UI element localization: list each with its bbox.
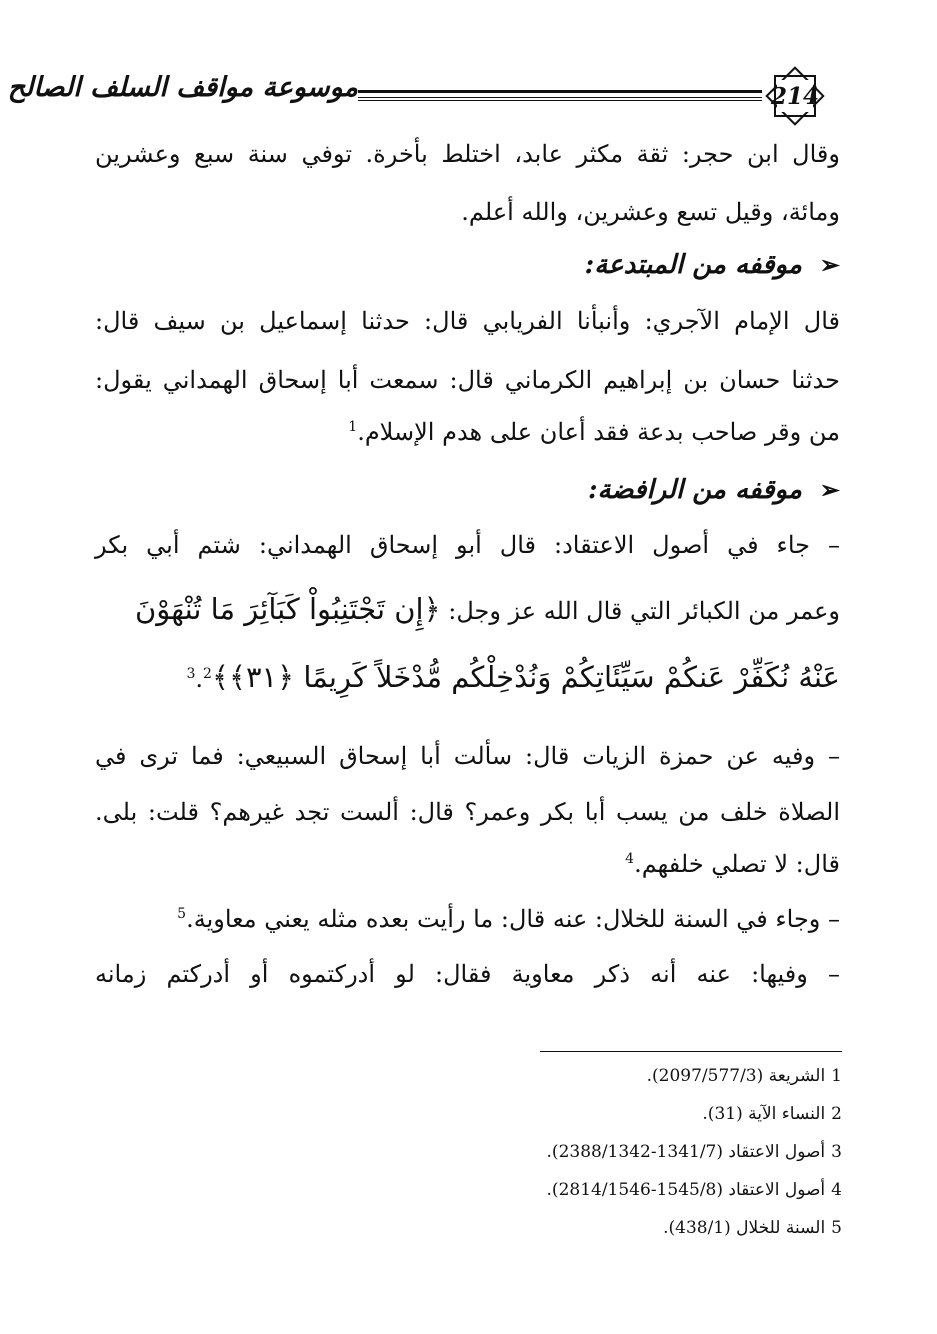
arrow-bullet-icon: ➢ [819,475,840,504]
text-line [95,418,840,446]
footnote-ref: 4 [625,851,635,867]
text-line: ومائة، وقيل تسع وعشرين، والله أعلم. [461,198,840,226]
footnote-source: السنة للخلال [736,1218,826,1238]
text-line [95,592,840,626]
footnote-number: 3 [831,1142,842,1162]
footnote-number: 1 [831,1066,842,1086]
section-heading [585,250,840,280]
text-line [95,850,840,878]
section-heading [588,475,840,505]
text-line: حدثنا حسان بن إبراهيم الكرماني قال: سمعت أبا إسحاق الهمداني يقول: [95,366,840,394]
section-heading-text: موقفه من الرافضة: [587,475,802,505]
footnote-number: 4 [831,1180,842,1200]
text-line: عَنْهُ نُكَفِّرْ عَنكُمْ سَيِّئَاتِكُمْ وَنُدْخِلْكُم مُّدْخَلاً كَرِيمًا ﴿٣١﴾﴾$^2$.$^3$ [186,660,840,694]
footnote [547,1142,842,1162]
footnote-reference: (438/1). [663,1218,731,1238]
page-header [7,66,850,126]
footnote-reference: (31). [702,1104,743,1124]
text-line: قال الإمام الآجري: وأنبأنا الفريابي قال: حدثنا إسماعيل بن سيف قال: [95,307,840,335]
quran-verse: عَنْهُ نُكَفِّرْ عَنكُمْ سَيِّئَاتِكُمْ وَنُدْخِلْكُم مُّدْخَلاً كَرِيمًا ﴿٣١﴾﴾ [211,660,840,694]
page-number: 214 [770,82,819,110]
text-line [95,905,840,933]
quran-verse: ﴿إِن تَجْتَنِبُواْ كَبَآئِرَ مَا تُنْهَوْنَ [134,592,441,626]
footnote-reference: (2097/577/3). [646,1066,764,1086]
text-line-content: من وقر صاحب بدعة فقد أعان على هدم الإسلام. [357,418,840,446]
footnote [547,1180,842,1200]
page-number-badge [762,66,828,126]
text-line-content: وعمر من الكبائر التي قال الله عز وجل: [448,597,840,625]
footnote [702,1104,842,1124]
footnote-number: 2 [831,1104,842,1124]
series-title: موسوعة مواقف السلف الصالح [7,72,358,103]
footnote-source: الشريعة [768,1066,826,1086]
text-line: وقال ابن حجر: ثقة مكثر عابد، اختلط بأخرة. توفي سنة سبع وعشرين [95,140,840,168]
text-line: – جاء في أصول الاعتقاد: قال أبو إسحاق الهمداني: شتم أبي بكر [95,531,840,559]
footnote-divider [540,1051,842,1052]
footnote-ref: 1 [348,419,358,435]
footnote-ref: 2 [203,666,212,682]
text-line: الصلاة خلف من يسب أبا بكر وعمر؟ قال: ألست تجد غيرهم؟ قلت: بلى. [95,798,840,826]
text-line: – وفيه عن حمزة الزيات قال: سألت أبا إسحاق السبيعي: فما ترى في [95,742,840,770]
footnote-reference: (2388/1342-1341/7). [546,1142,724,1162]
footnote-source: أصول الاعتقاد [728,1180,826,1200]
section-heading-text: موقفه من المبتدعة: [584,250,802,280]
text-line-content: قال: لا تصلي خلفهم. [634,850,840,878]
footnote-ref: 5 [177,906,187,922]
text-line: – وفيها: عنه أنه ذكر معاوية فقال: لو أدركتموه أو أدركتم زمانه [95,960,840,988]
footnote-ref: 3 [186,666,196,682]
footnote-reference: (2814/1546-1545/8). [546,1180,724,1200]
footnote-number: 5 [831,1218,842,1238]
text-line-content: – وجاء في السنة للخلال: عنه قال: ما رأيت بعده مثله يعني معاوية. [186,905,840,933]
footnote-source: أصول الاعتقاد [728,1142,826,1162]
footnote-source: النساء الآية [748,1104,826,1124]
footnote [663,1218,842,1238]
header-rule [358,90,762,101]
arrow-bullet-icon: ➢ [819,250,840,279]
footnote [647,1066,842,1086]
